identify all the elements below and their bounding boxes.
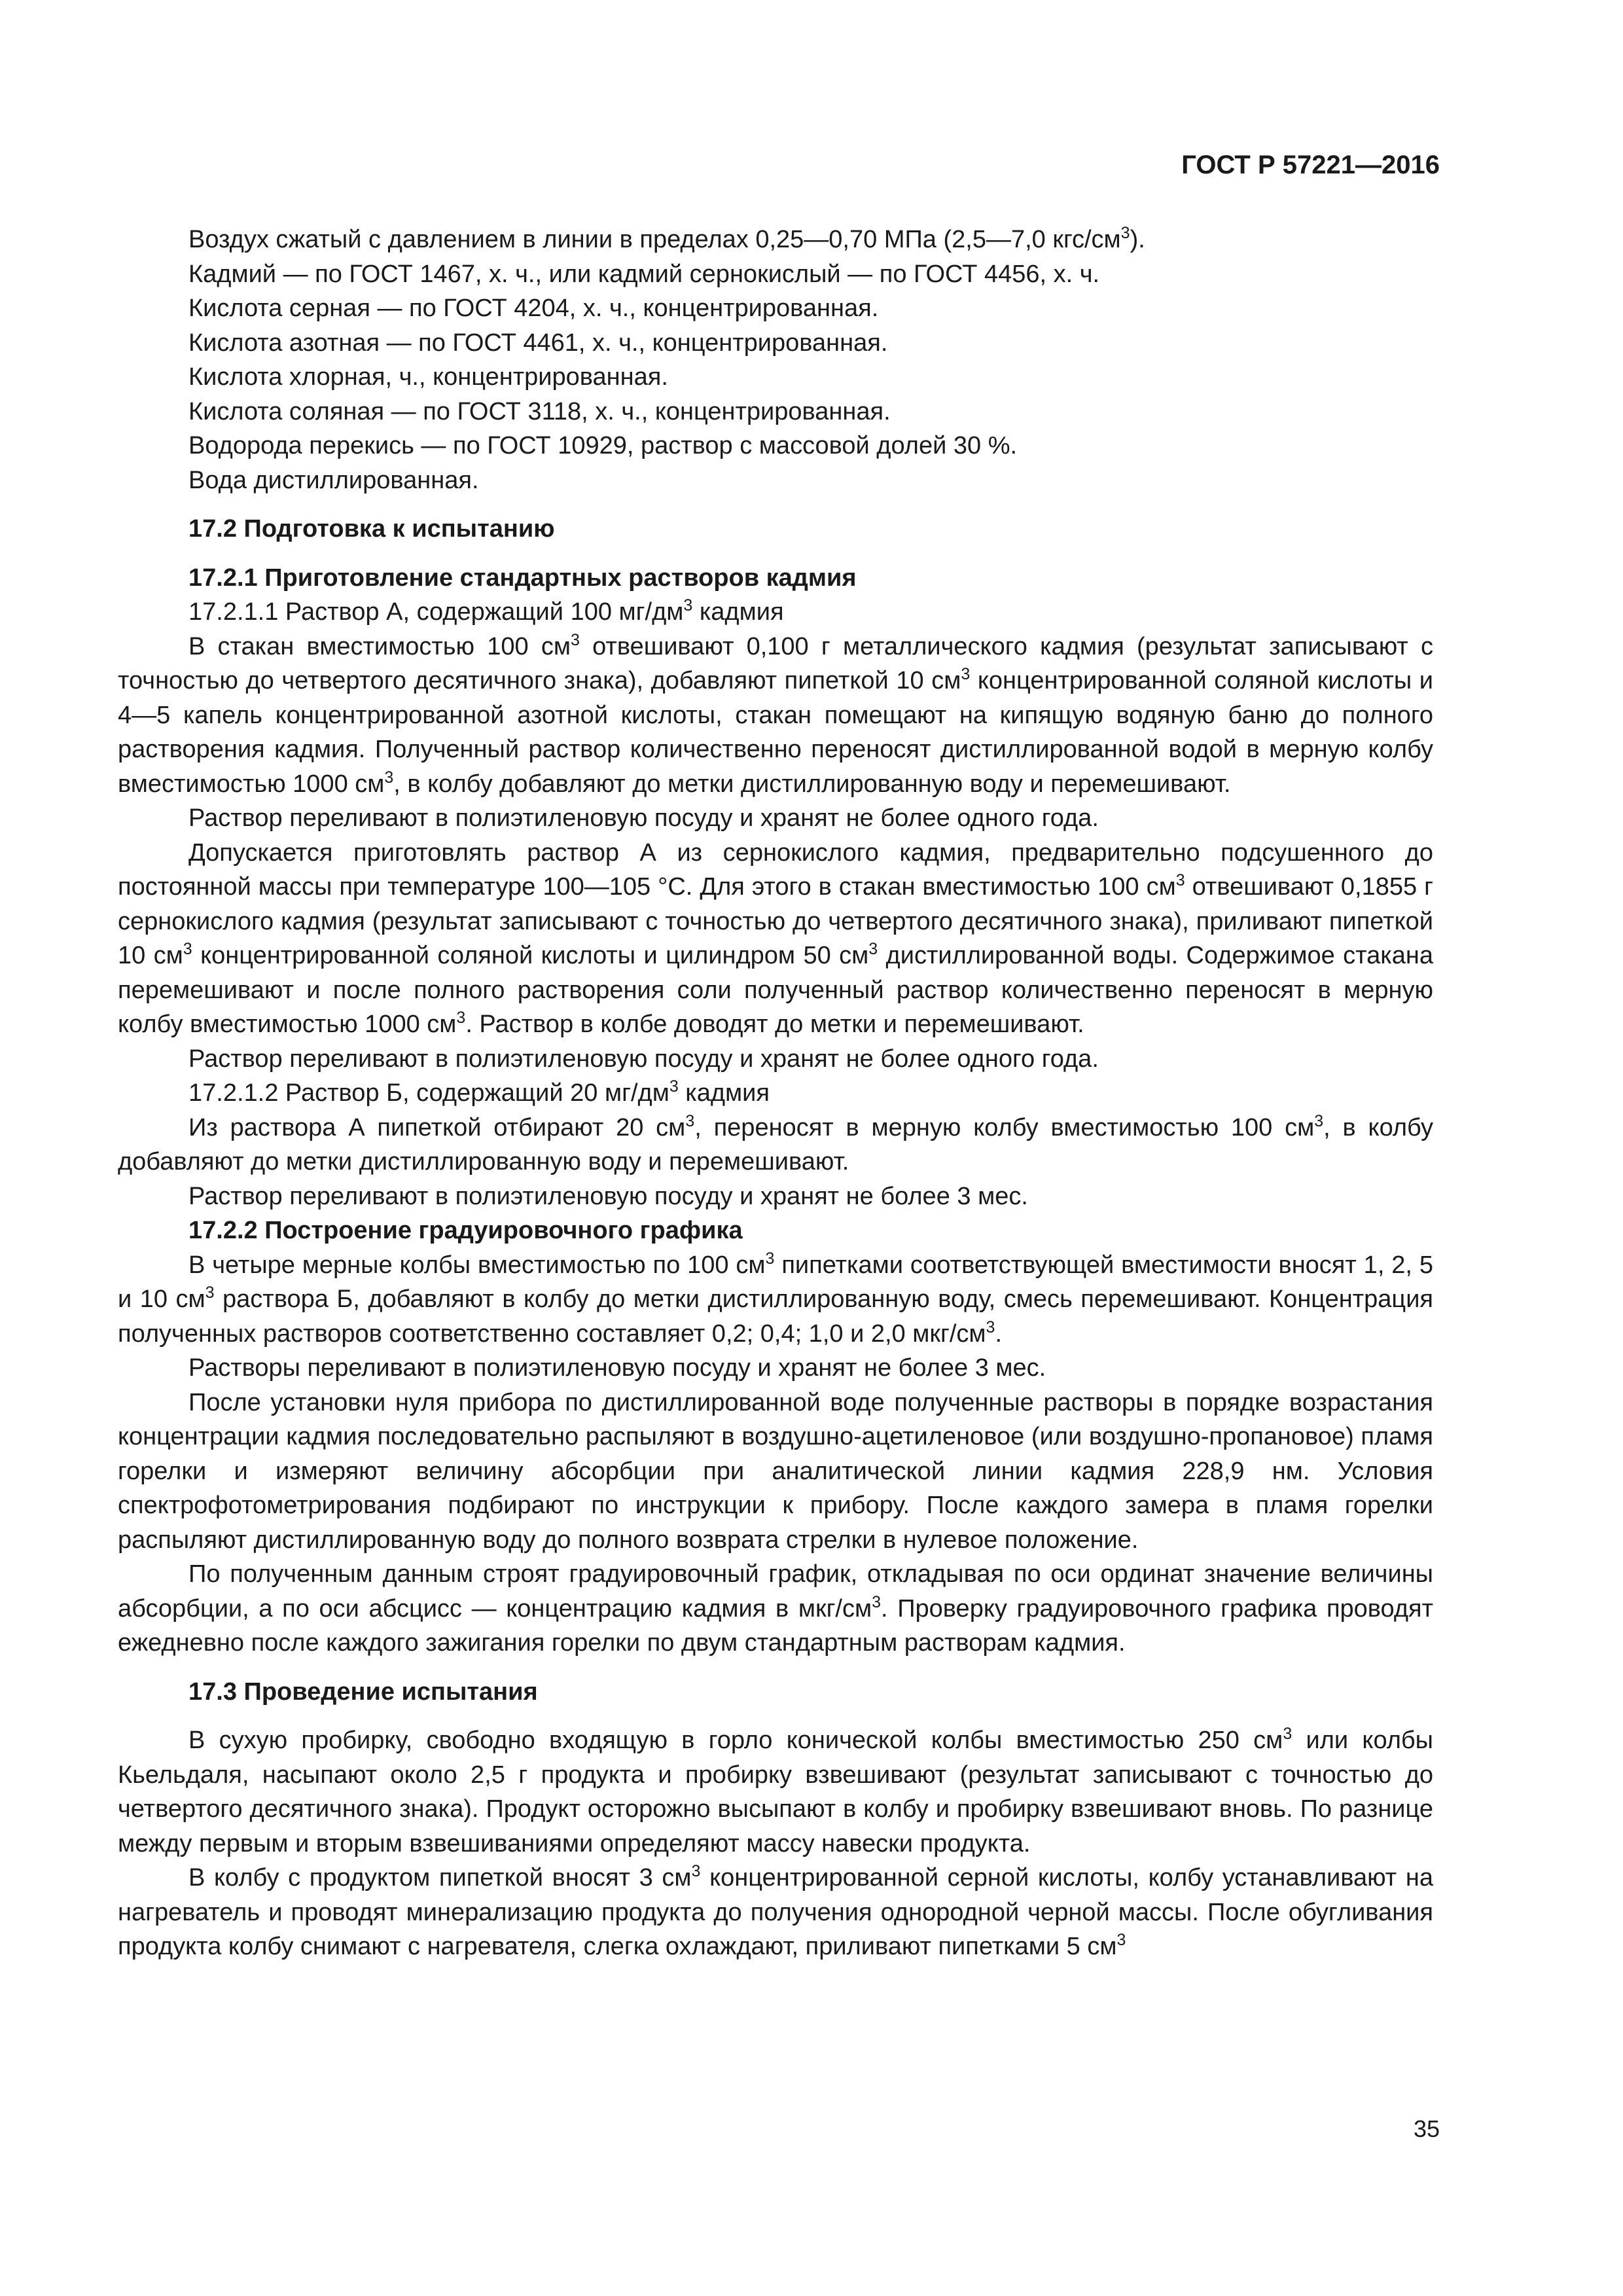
paragraph: В стакан вместимостью 100 $см^3$ отвешивают 0,100 г металлического кадмия (результат записывают с точностью до четвертого десятичного знака), добавляют пипеткой 10 $см^3$ концентрированной соляной кислоты и 4—5 капель концентрированной азотной кислоты, стакан помещают на кипящую водяную баню до полного растворения кадмия. Полученный раствор количественно переносят дистиллированной водой в мерную колбу вместимостью 1000 $см^3$, в колбу добавляют до метки дистиллированную воду и перемешивают.	[118, 630, 1433, 798]
paragraph: По полученным данным строят градуировочный график, откладывая по оси ординат значение величины абсорбции, а по оси абсцисс — концентрацию кадмия в мкг/$см^3$. Проверку градуировочного графика проводят ежедневно после каждого зажигания горелки по двум стандартным растворам кадмия.	[118, 1560, 1433, 1657]
page-number: 35	[1413, 2115, 1440, 2142]
material-item: Кислота азотная — по ГОСТ 4461, х. ч., концентрированная.	[188, 329, 888, 357]
paragraph: Раствор переливают в полиэтиленовую посуду и хранят не более 3 мес.	[188, 1182, 1028, 1210]
solution-b-title: 17.2.1.2 Раствор Б, содержащий 20 $мг/дм^3$ кадмия	[188, 1077, 770, 1107]
paragraph: Допускается приготовлять раствор А из сернокислого кадмия, предварительно подсушенного до постоянной массы при температуре 100—105 °С. Для этого в стакан вместимостью 100 $см^3$ отвешивают 0,1855 г сернокислого кадмия (результат записывают с точностью до четвертого десятичного знака), приливают пипеткой 10 $см^3$ концентрированной соляной кислоты и цилиндром 50 $см^3$ дистиллированной воды. Содержимое стакана перемешивают и после полного растворения соли полученный раствор количественно переносят в мерную колбу вместимостью 1000 $см^3$. Раствор в колбе доводят до метки и перемешивают.	[118, 838, 1433, 1038]
paragraph: Раствор переливают в полиэтиленовую посуду и хранят не более одного года.	[188, 804, 1099, 832]
paragraph: Раствор переливают в полиэтиленовую посуду и хранят не более одного года.	[188, 1045, 1099, 1073]
materials-list	[118, 223, 1433, 497]
paragraph: Растворы переливают в полиэтиленовую посуду и хранят не более 3 мес.	[188, 1354, 1046, 1382]
paragraph: В колбу с продуктом пипеткой вносят 3 $см^3$ концентрированной серной кислоты, колбу устанавливают на нагреватель и проводят минерализацию продукта до получения однородной черной массы. После обугливания продукта колбу снимают с нагревателя, слегка охлаждают, приливают пипетками 5 $см^3$	[118, 1862, 1433, 1960]
material-item: Кислота серная — по ГОСТ 4204, х. ч., концентрированная.	[188, 295, 879, 322]
material-item: Вода дистиллированная.	[188, 466, 479, 494]
material-item: Кислота соляная — по ГОСТ 3118, х. ч., концентрированная.	[188, 397, 891, 425]
material-item: Воздух сжатый с давлением в линии в пределах 0,25—0,70 МПа (2,5—7,0 кгс/$см^3$).	[188, 224, 1145, 253]
paragraph: Из раствора А пипеткой отбирают 20 $см^3$, переносят в мерную колбу вместимостью 100 $см^3$, в колбу добавляют до метки дистиллированную воду и перемешивают.	[118, 1111, 1433, 1175]
document-body	[118, 223, 1433, 1964]
subsection-heading-17-2-2: 17.2.2 Построение градуировочного графика	[188, 1217, 743, 1244]
subsection-heading-17-2-1: 17.2.1 Приготовление стандартных растворов кадмия	[188, 564, 857, 592]
material-item: Кадмий — по ГОСТ 1467, х. ч., или кадмий сернокислый — по ГОСТ 4456, х. ч.	[188, 260, 1100, 288]
material-item: Водорода перекись — по ГОСТ 10929, раствор с массовой долей 30 %.	[188, 432, 1018, 459]
standard-number-header: ГОСТ Р 57221—2016	[1181, 151, 1440, 179]
paragraph: В сухую пробирку, свободно входящую в горло конической колбы вместимостью 250 $см^3$ или колбы Кьельдаля, насыпают около 2,5 г продукта и пробирку взвешивают (результат записывают с точностью до четвертого десятичного знака). Продукт осторожно высыпают в колбу и пробирку взвешивают вновь. По разнице между первым и вторым взвешиваниями определяют массу навески продукта.	[118, 1725, 1433, 1857]
section-heading-17-2: 17.2 Подготовка к испытанию	[188, 515, 555, 543]
material-item: Кислота хлорная, ч., концентрированная.	[188, 363, 668, 391]
paragraph: В четыре мерные колбы вместимостью по 100 $см^3$ пипетками соответствующей вместимости вносят 1, 2, 5 и 10 $см^3$ раствора Б, добавляют в колбу до метки дистиллированную воду, смесь перемешивают. Концентрация полученных растворов соответственно составляет 0,2; 0,4; 1,0 и 2,0 мкг/$см^3$.	[118, 1249, 1433, 1348]
paragraph: После установки нуля прибора по дистиллированной воде полученные растворы в порядке возрастания концентрации кадмия последовательно распыляют в воздушно-ацетиленовое (или воздушно-пропановое) пламя горелки и измеряют величину абсорбции при аналитической линии кадмия 228,9 нм. Условия спектрофотометрирования подбирают по инструкции к прибору. После каждого замера в пламя горелки распыляют дистиллированную воду до полного возврата стрелки в нулевое положение.	[118, 1388, 1433, 1554]
section-heading-17-3: 17.3 Проведение испытания	[188, 1677, 538, 1706]
solution-a-title: 17.2.1.1 Раствор А, содержащий 100 $мг/дм^3$ кадмия	[188, 596, 784, 626]
